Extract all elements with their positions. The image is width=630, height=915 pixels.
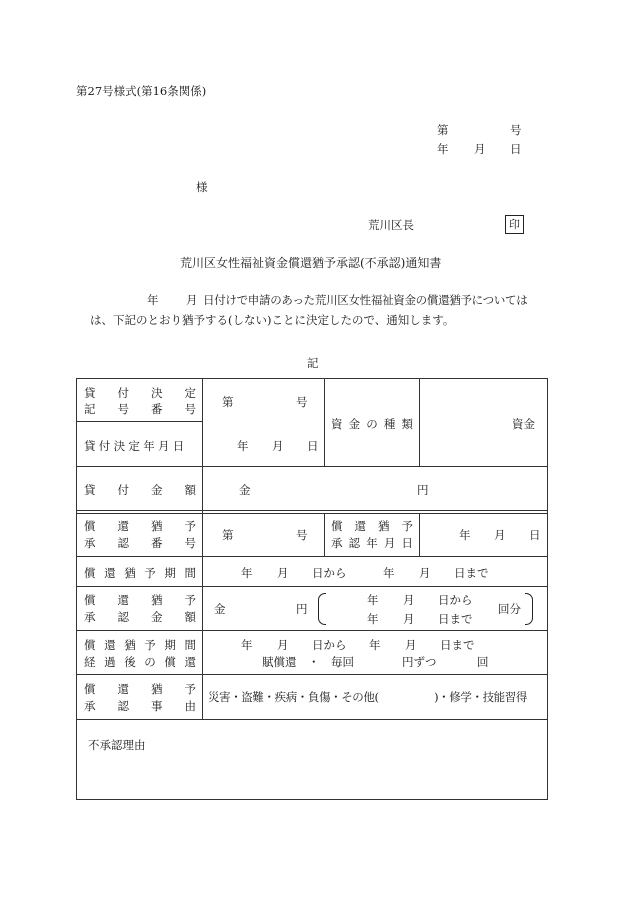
date-day: 日 <box>510 142 522 156</box>
body-line2: は、下記のとおり猶予する(しない)ことに決定したので、通知します。 <box>90 313 455 327</box>
body-line1: 日付けで申請のあった荒川区女性福祉資金の償還猶予については <box>203 293 528 307</box>
period-start-day: 日から <box>312 566 347 580</box>
deferral-amount-label-1: 償 還 猶 予 <box>84 593 196 607</box>
ki-heading: 記 <box>307 356 319 370</box>
period-end-month: 月 <box>419 566 431 580</box>
deferral-amount-unit: 円 <box>296 602 308 616</box>
loan-amount-prefix: 金 <box>239 483 251 497</box>
deferral-number-prefix: 第 <box>222 528 234 542</box>
issuer-name: 荒川区長 <box>368 218 414 232</box>
after-start-month: 月 <box>277 638 289 652</box>
approval-reason-label-1: 償 還 猶 予 <box>84 682 196 696</box>
loan-date-month: 月 <box>272 439 284 453</box>
period-start-month: 月 <box>277 566 289 580</box>
document-title: 荒川区女性福祉資金償還猶予承認(不承認)通知書 <box>180 256 442 270</box>
deferral-date-label-1: 償 還 猶 予 <box>331 519 413 533</box>
body-month: 月 <box>186 293 198 307</box>
after-period-label-2: 経 過 後 の 償 還 <box>84 655 196 669</box>
installment-start-month: 月 <box>403 593 415 607</box>
loan-decision-label-2: 記 号 番 号 <box>84 402 196 416</box>
right-bracket <box>525 593 533 625</box>
date-year: 年 <box>437 142 449 156</box>
loan-amount-label: 貸 付 金 額 <box>84 483 196 497</box>
loan-number-suffix: 号 <box>296 395 308 409</box>
doc-number-prefix: 第 <box>437 123 449 137</box>
loan-decision-label-1: 貸 付 決 定 <box>84 386 196 400</box>
after-start-day: 日から <box>312 638 347 652</box>
fund-type-suffix: 資金 <box>512 417 535 431</box>
deferral-period-label: 償 還 猶 予 期 間 <box>84 566 196 580</box>
approval-reason-options: 災害・盗難・疾病・負傷・その他( )・修学・技能習得 <box>208 690 527 704</box>
deferral-date-label-2: 承 認 年 月 日 <box>331 536 413 550</box>
period-start-year: 年 <box>241 566 253 580</box>
installment-count-unit: 回分 <box>498 602 521 616</box>
deferral-number-suffix: 号 <box>296 528 308 542</box>
period-end-year: 年 <box>383 566 395 580</box>
after-end-day: 日まで <box>440 638 475 652</box>
installment-start-day: 日から <box>438 593 473 607</box>
rejection-reason-label: 不承認理由 <box>88 738 146 752</box>
doc-number-suffix: 号 <box>510 123 522 137</box>
times-text: 回 <box>477 655 489 669</box>
after-start-year: 年 <box>241 638 253 652</box>
approval-reason-label-2: 承 認 事 由 <box>84 699 196 713</box>
deferral-date-day: 日 <box>529 528 541 542</box>
loan-number-prefix: 第 <box>222 395 234 409</box>
loan-decision-date-label: 貸付決定年月日 <box>84 439 188 453</box>
date-month: 月 <box>474 142 486 156</box>
installment-end-month: 月 <box>403 612 415 626</box>
deferral-number-label-1: 償 還 猶 予 <box>84 519 196 533</box>
fund-type-label: 資 金 の 種 類 <box>331 417 413 431</box>
period-end-day: 日まで <box>454 566 489 580</box>
after-end-month: 月 <box>405 638 417 652</box>
left-bracket <box>318 593 326 625</box>
installment-payment-text: 賦償還 ・ 毎回 <box>262 655 354 669</box>
after-end-year: 年 <box>369 638 381 652</box>
per-time-text: 円ずつ <box>402 655 437 669</box>
deferral-date-month: 月 <box>494 528 506 542</box>
deferral-number-label-2: 承 認 番 号 <box>84 536 196 550</box>
body-year: 年 <box>147 293 159 307</box>
seal-mark: 印 <box>505 215 524 234</box>
addressee-honorific: 様 <box>196 180 208 194</box>
deferral-amount-prefix: 金 <box>214 602 226 616</box>
loan-date-year: 年 <box>237 439 249 453</box>
after-period-label-1: 償 還 猶 予 期 間 <box>84 638 196 652</box>
deferral-date-year: 年 <box>459 528 471 542</box>
form-number: 第27号様式(第16条関係) <box>76 84 207 98</box>
installment-end-year: 年 <box>367 612 379 626</box>
loan-date-day: 日 <box>307 439 319 453</box>
loan-amount-unit: 円 <box>417 483 429 497</box>
installment-start-year: 年 <box>367 593 379 607</box>
deferral-amount-label-2: 承 認 金 額 <box>84 610 196 624</box>
installment-end-day: 日まで <box>438 612 473 626</box>
